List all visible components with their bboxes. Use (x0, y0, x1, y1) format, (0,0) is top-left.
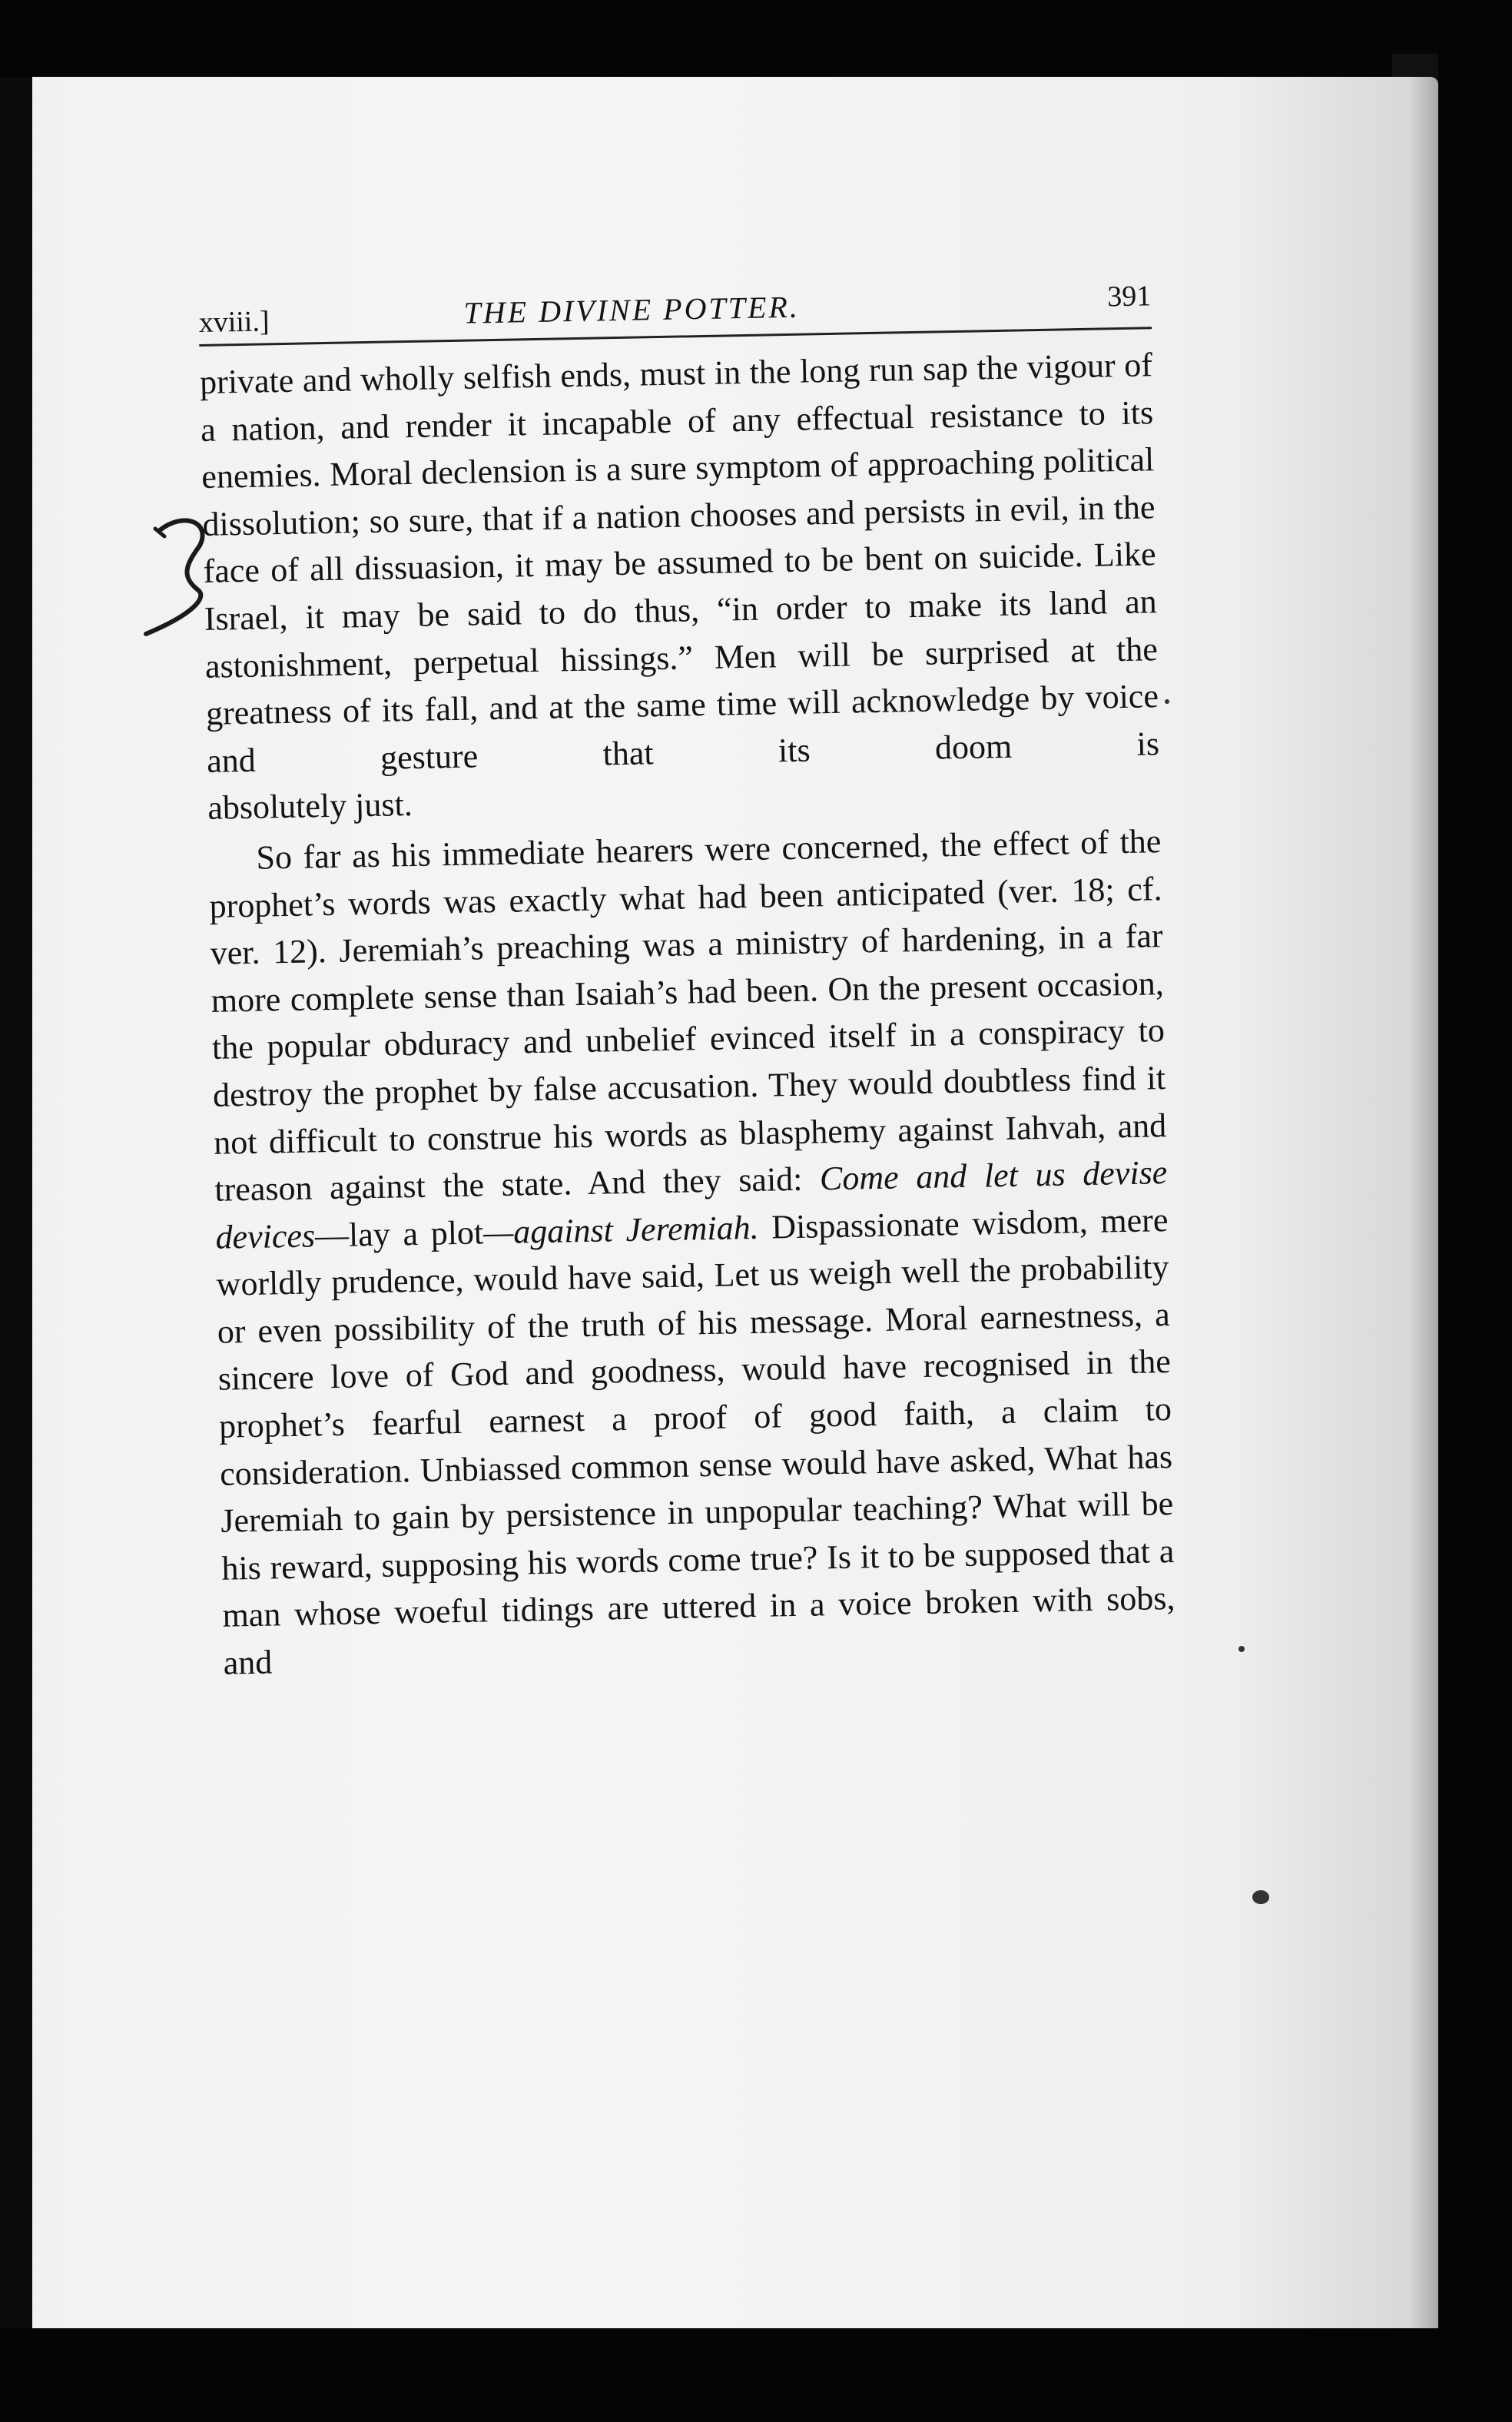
paragraph-text: absolutely just. (207, 785, 413, 828)
paragraph (208, 818, 1176, 1687)
body-text (200, 341, 1176, 1687)
ink-speck (1238, 1646, 1245, 1652)
paragraph-text: So far as his immediate hearers were concerned, the effect of the prophet’s words was exactly what had been anticipated (ver. 18; cf. ver. 12). Jeremiah’s preaching was a ministry of hardening, in a far more complete sense than Isaiah’s had been. On the present occasion, the popular obduracy and unbelief evinced itself in a conspiracy to destroy the prophet by false accusation. They would doubtless find it not difficult to construe his words as blasphemy against Iahvah, and treason against the state. And they said: (209, 822, 1167, 1209)
page-left-shadow (0, 77, 32, 2328)
page-number: 391 (1106, 280, 1152, 314)
paragraph-text: —lay a plot (314, 1213, 484, 1255)
ink-speck (1165, 699, 1169, 704)
running-title: THE DIVINE POTTER. (463, 289, 801, 330)
paragraph (200, 341, 1160, 785)
page-content (198, 274, 1176, 1687)
scripture-quote: Come and let us devise devices (215, 1153, 1168, 1256)
paragraph-text: private and wholly selfish ends, must in the long run sap the vigour of a nation, and render it incapable of any effectual resistance to its enemies. Moral declension is a sure symptom of approaching political dissolution; so sure, that if a nation chooses and persists in evil, in the face of all dissuasion, it may be assumed to be bent on suicide. Like Israel, it may be said to do thus, “in order to make its land an astonishment, perpetual hissings.” Men will be surprised at the greatness of its fall, and at the same time will acknowledge by voice and gesture that its doom is (199, 346, 1160, 780)
chapter-number: xviii.] (198, 305, 270, 339)
paragraph-text: Dispassionate wisdom, mere worldly prudence, would have said, Let us weigh well the probability or even possibility of the truth of his message. Moral earnestness, a sincere love of God and goodness, would have recognised in the prophet’s fearful earnest a proof of good faith, a claim to consideration. Unbiassed common sense would have asked, What has Jeremiah to gain by persistence in unpopular teaching? What will be his reward, supposing his words come true? Is it to be supposed that a man whose woeful tidings are uttered in a voice broken with sobs, and (216, 1200, 1175, 1682)
scripture-quote: —against Jeremiah. (482, 1208, 760, 1252)
ink-speck (1252, 1890, 1269, 1904)
